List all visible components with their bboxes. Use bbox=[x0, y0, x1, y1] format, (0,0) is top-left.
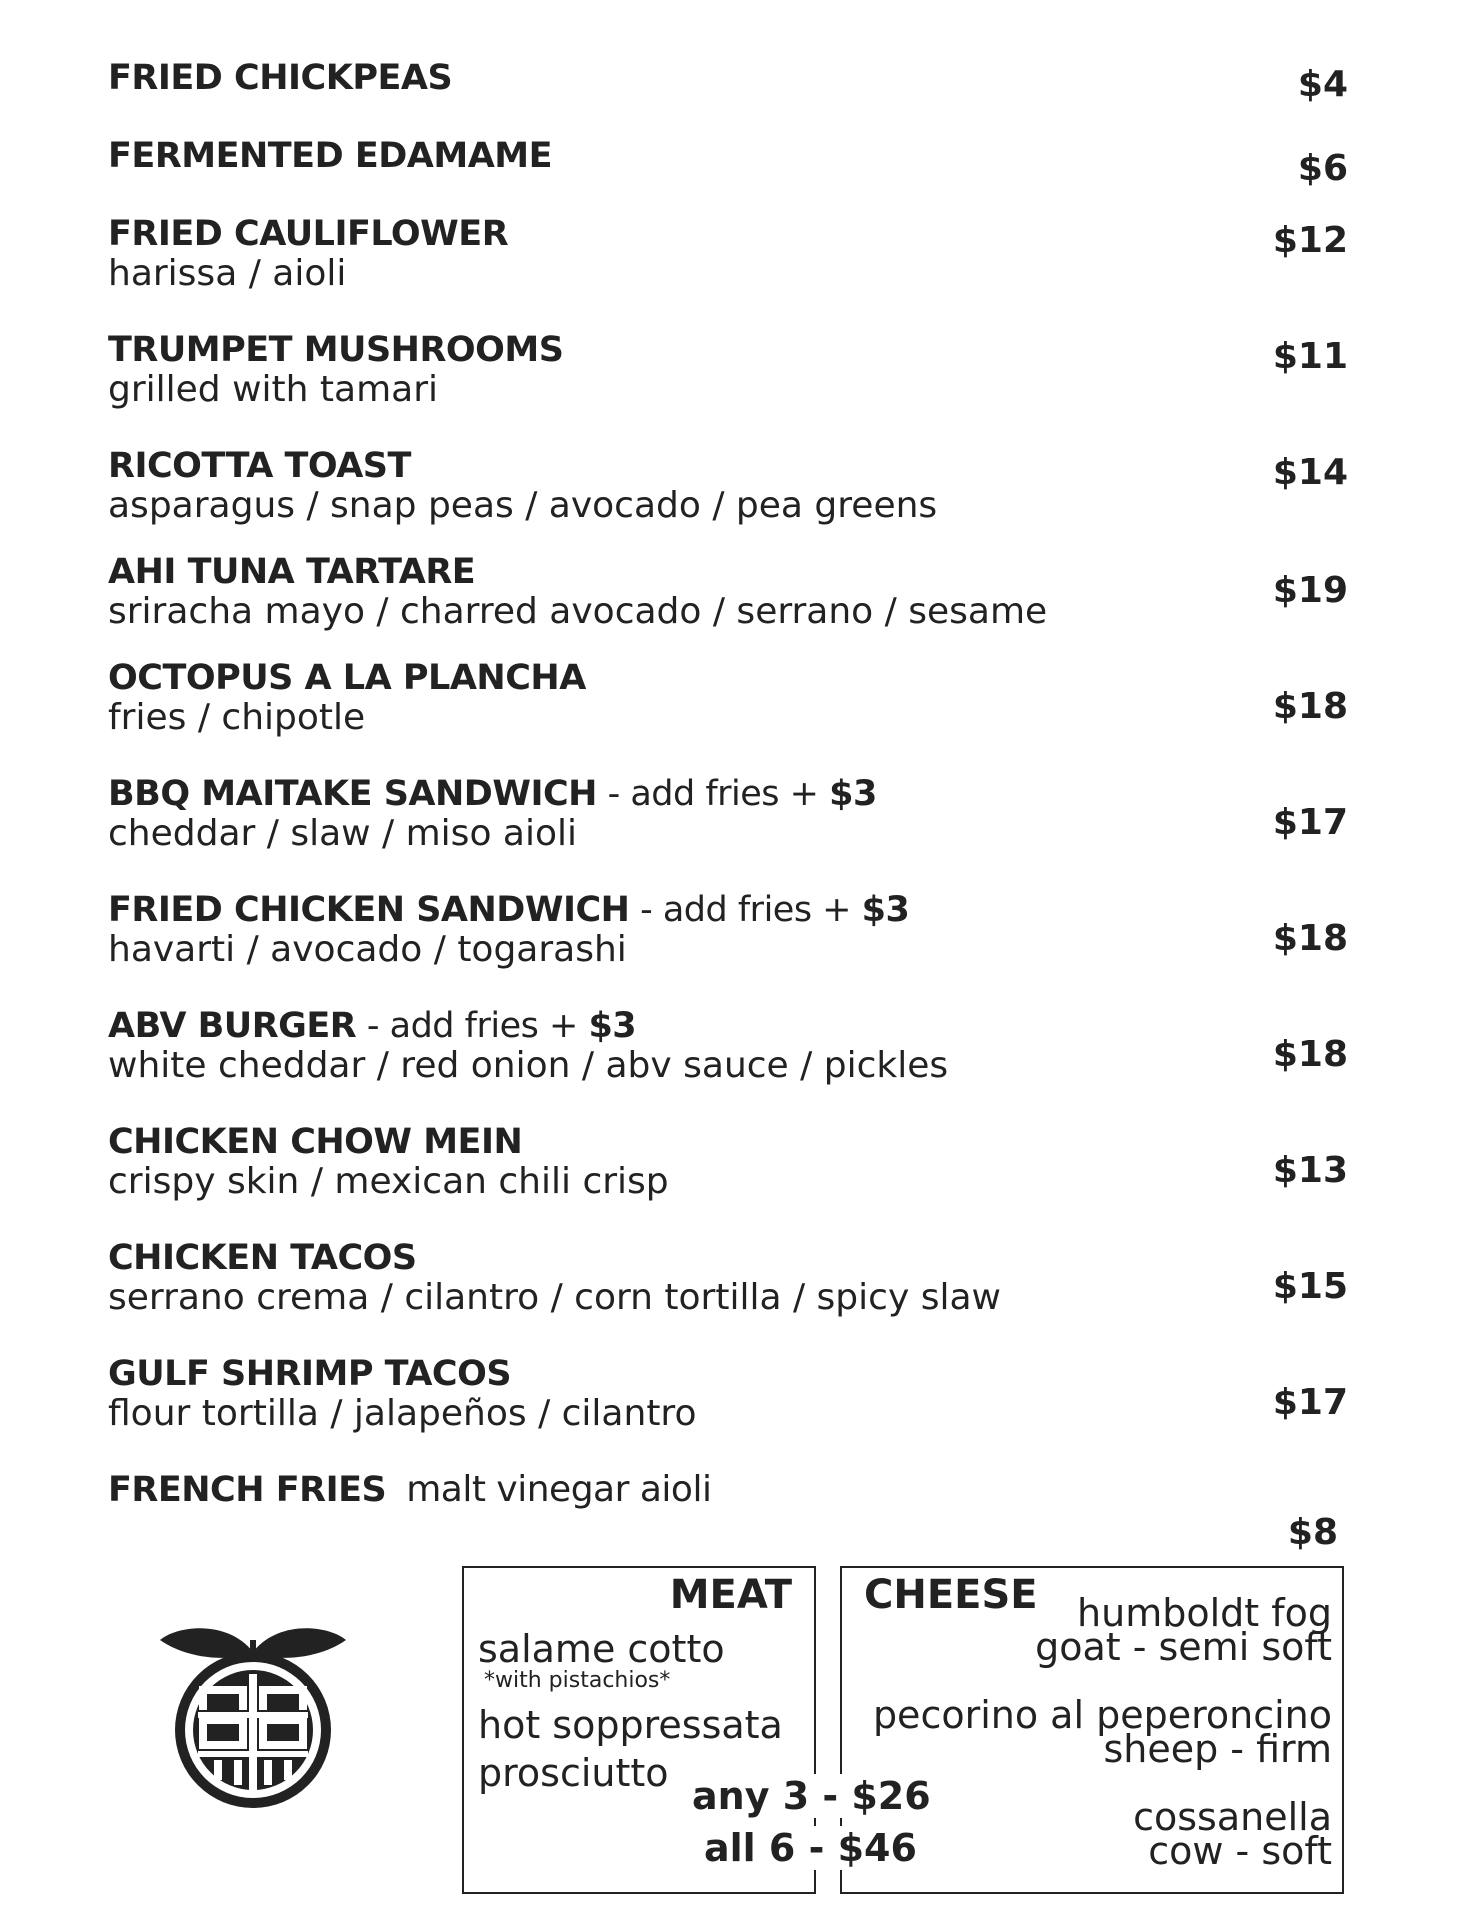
cheese-title: CHEESE bbox=[864, 1572, 1038, 1618]
item-name-text: FRENCH FRIES bbox=[108, 1470, 387, 1510]
menu-item bbox=[108, 136, 1348, 189]
item-description: fries / chipotle bbox=[108, 697, 366, 738]
abv-orange-logo-icon bbox=[158, 1610, 348, 1810]
item-name: RICOTTA TOAST bbox=[108, 446, 411, 486]
item-description: havarti / avocado / togarashi bbox=[108, 929, 627, 970]
menu-item bbox=[108, 552, 1348, 632]
item-name: OCTOPUS A LA PLANCHA bbox=[108, 658, 586, 698]
item-name: FERMENTED EDAMAME bbox=[108, 136, 553, 176]
meat-title: MEAT bbox=[669, 1572, 792, 1618]
menu-item bbox=[108, 1238, 1348, 1318]
item-price: $19 bbox=[1272, 570, 1348, 611]
cheese-type: sheep - firm bbox=[1103, 1727, 1332, 1771]
item-price: $18 bbox=[1272, 1034, 1348, 1075]
item-price: $18 bbox=[1272, 686, 1348, 727]
item-description: serrano crema / cilantro / corn tortilla / spicy slaw bbox=[108, 1277, 1001, 1318]
addon-text: - add fries + bbox=[356, 1006, 589, 1046]
menu-item bbox=[108, 58, 1348, 105]
meat-item: prosciutto bbox=[478, 1751, 669, 1795]
item-name: FRIED CAULIFLOWER bbox=[108, 214, 509, 254]
addon-price: $3 bbox=[829, 774, 877, 814]
item-name bbox=[108, 1470, 1348, 1510]
item-name: CHICKEN CHOW MEIN bbox=[108, 1122, 523, 1162]
item-price: $8 bbox=[1287, 1512, 1338, 1553]
menu-item bbox=[108, 658, 1348, 738]
cheese-type: cow - soft bbox=[1148, 1829, 1332, 1873]
item-description: flour tortilla / jalapeños / cilantro bbox=[108, 1393, 697, 1434]
addon-price: $3 bbox=[861, 890, 910, 930]
cheese-name: cossanella bbox=[1133, 1795, 1332, 1839]
menu-item bbox=[108, 1354, 1348, 1434]
item-price: $13 bbox=[1272, 1150, 1348, 1191]
menu-item bbox=[108, 446, 1348, 526]
item-price: $11 bbox=[1272, 336, 1348, 377]
item-name-text: BBQ MAITAKE SANDWICH bbox=[108, 774, 597, 814]
item-name bbox=[108, 774, 1348, 814]
meat-item: hot soppressata bbox=[478, 1703, 783, 1747]
menu-item bbox=[108, 1122, 1348, 1202]
item-description: sriracha mayo / charred avocado / serrano / sesame bbox=[108, 591, 1048, 632]
meat-note: *with pistachios* bbox=[484, 1668, 671, 1693]
menu-item bbox=[108, 1006, 1348, 1086]
item-description: grilled with tamari bbox=[108, 369, 439, 410]
item-price: $17 bbox=[1272, 1382, 1348, 1423]
item-name bbox=[108, 890, 1348, 930]
menu-item bbox=[108, 774, 1348, 854]
item-name-text: FRIED CHICKEN SANDWICH bbox=[108, 890, 630, 930]
item-addon bbox=[356, 1006, 636, 1046]
item-description: crispy skin / mexican chili crisp bbox=[108, 1161, 669, 1202]
item-addon bbox=[629, 890, 909, 930]
deal-all-6: all 6 - $46 bbox=[698, 1826, 923, 1870]
menu-item bbox=[108, 1469, 1348, 1553]
item-price: $14 bbox=[1272, 452, 1348, 493]
item-price: $4 bbox=[1297, 64, 1348, 105]
cheese-name: humboldt fog bbox=[1077, 1591, 1332, 1635]
addon-text: - add fries + bbox=[629, 890, 862, 930]
item-description: cheddar / slaw / miso aioli bbox=[108, 813, 578, 854]
cheese-type: goat - semi soft bbox=[1035, 1625, 1332, 1669]
cheese-name: pecorino al peperoncino bbox=[872, 1693, 1332, 1737]
item-description: harissa / aioli bbox=[108, 253, 347, 294]
item-price: $15 bbox=[1272, 1266, 1348, 1307]
item-description: white cheddar / red onion / abv sauce / pickles bbox=[108, 1045, 949, 1086]
item-name bbox=[108, 1006, 1348, 1046]
item-name: GULF SHRIMP TACOS bbox=[108, 1354, 512, 1394]
meat-item: salame cotto bbox=[478, 1627, 725, 1671]
addon-price: $3 bbox=[588, 1006, 637, 1046]
menu-item bbox=[108, 330, 1348, 410]
item-name: AHI TUNA TARTARE bbox=[108, 552, 476, 592]
menu-item bbox=[108, 214, 1348, 294]
menu-item bbox=[108, 890, 1348, 970]
item-price: $12 bbox=[1272, 220, 1348, 261]
item-inline-description: malt vinegar aioli bbox=[406, 1469, 712, 1510]
item-name: CHICKEN TACOS bbox=[108, 1238, 417, 1278]
item-addon bbox=[597, 774, 877, 814]
item-name-text: ABV BURGER bbox=[108, 1006, 357, 1046]
item-price: $6 bbox=[1297, 148, 1348, 189]
item-price: $17 bbox=[1272, 802, 1348, 843]
item-name: FRIED CHICKPEAS bbox=[108, 58, 453, 98]
item-description: asparagus / snap peas / avocado / pea greens bbox=[108, 485, 938, 526]
deal-any-3: any 3 - $26 bbox=[686, 1774, 937, 1818]
item-price: $18 bbox=[1272, 918, 1348, 959]
addon-text: - add fries + bbox=[596, 774, 830, 814]
item-name: TRUMPET MUSHROOMS bbox=[108, 330, 564, 370]
